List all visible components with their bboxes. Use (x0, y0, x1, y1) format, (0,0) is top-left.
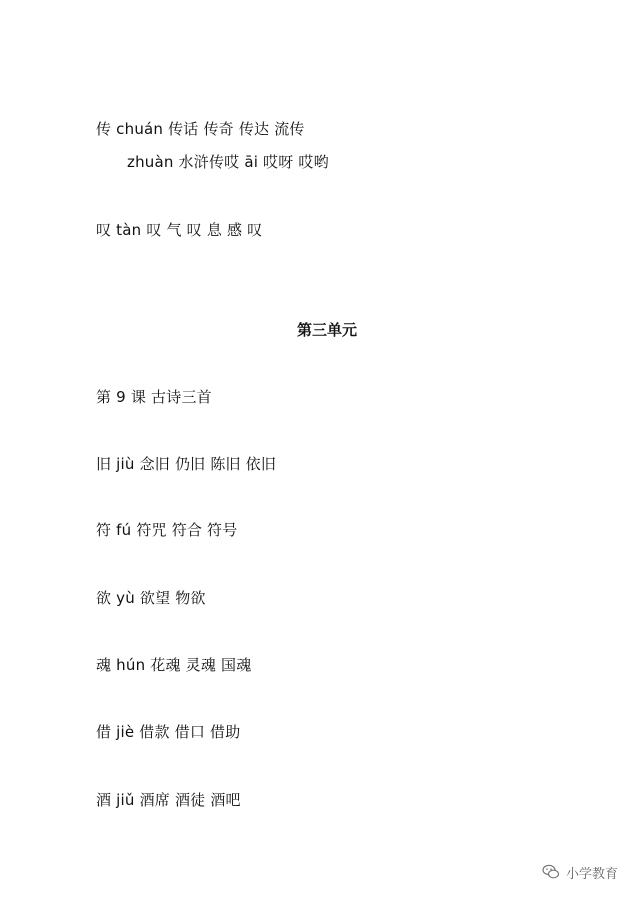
wechat-icon (542, 864, 560, 880)
watermark-text: 小学教育 (565, 866, 618, 882)
vocab-line-hun: 魂 hún 花魂 灵魂 国魂 (96, 656, 252, 674)
vocab-line-fu: 符 fú 符咒 符合 符号 (96, 521, 238, 539)
vocab-line-yu: 欲 yù 欲望 物欲 (96, 589, 206, 607)
lesson-title: 第 9 课 古诗三首 (96, 388, 212, 406)
watermark (542, 861, 618, 883)
vocab-line-zhuan: zhuàn 水浒传哎 āi 哎呀 哎哟 (127, 153, 329, 171)
vocab-line-chuan: 传 chuán 传话 传奇 传达 流传 (96, 120, 305, 138)
vocab-line-jiu-wine: 酒 jiǔ 酒席 酒徒 酒吧 (96, 791, 241, 809)
vocab-line-tan: 叹 tàn 叹 气 叹 息 感 叹 (96, 221, 263, 239)
vocab-line-jiu-old: 旧 jiù 念旧 仍旧 陈旧 依旧 (96, 455, 277, 473)
unit-heading: 第三单元 (296, 321, 357, 339)
vocab-line-jie: 借 jiè 借款 借口 借助 (96, 723, 241, 741)
